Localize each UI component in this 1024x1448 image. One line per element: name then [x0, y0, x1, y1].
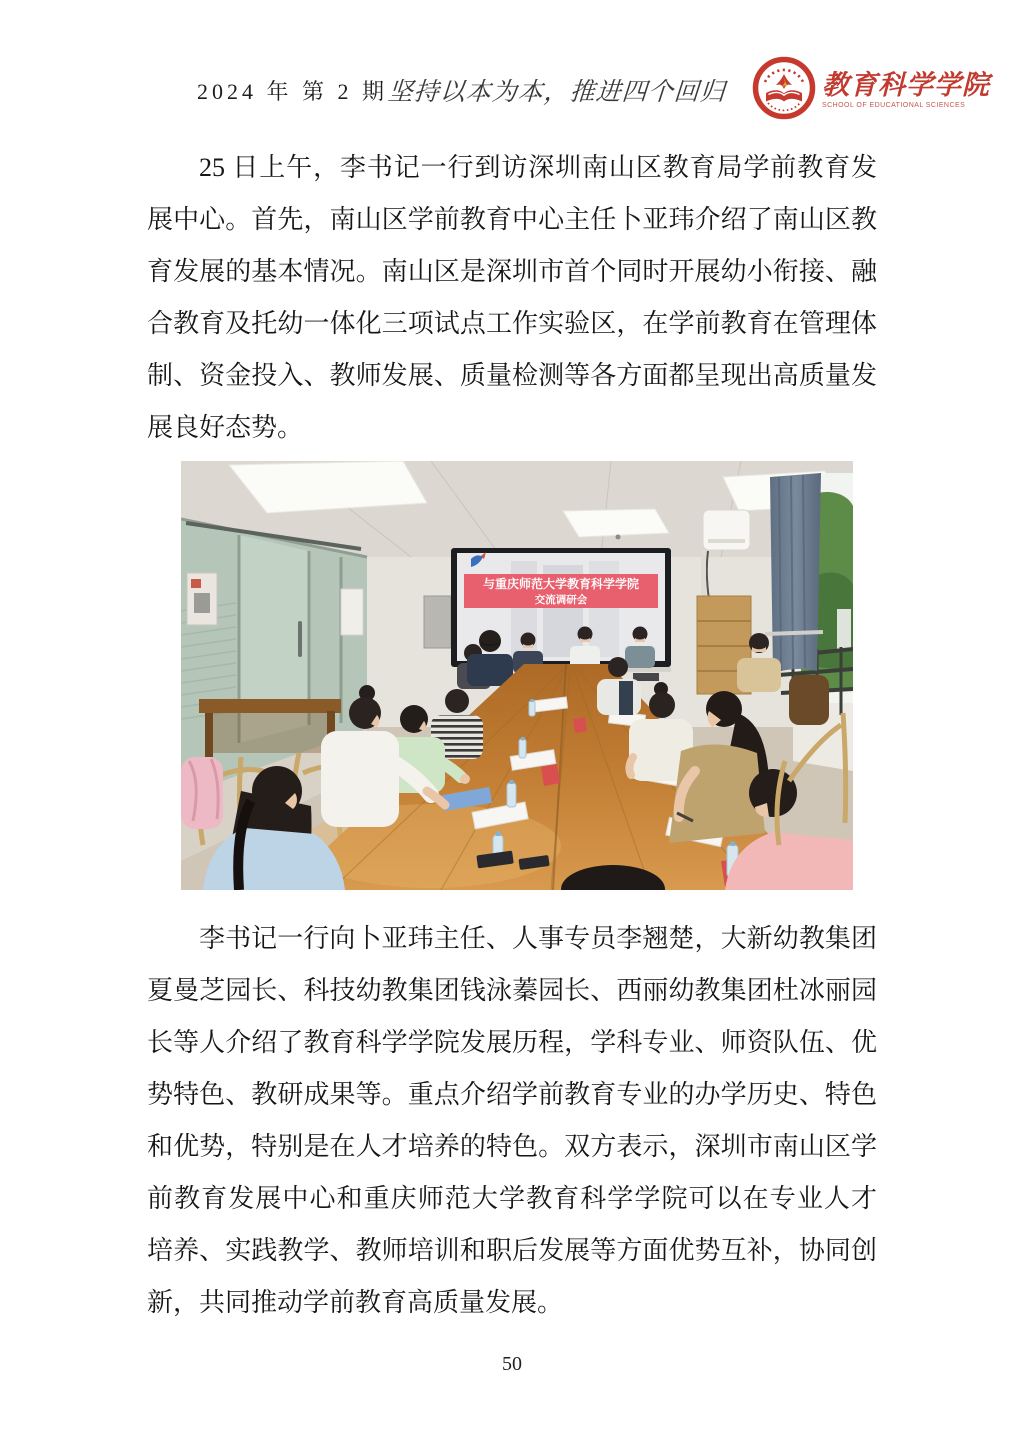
paragraph-line: 和优势，特别是在人才培养的特色。双方表示，深圳市南山区学: [147, 1132, 877, 1161]
paragraph-line: 培养、实践教学、教师培训和职后发展等方面优势互补，协同创: [147, 1236, 877, 1265]
paragraph-line: 合教育及托幼一体化三项试点工作实验区，在学前教育在管理体: [147, 309, 877, 338]
slide-title-line1: 与重庆师范大学教育科学学院: [482, 577, 640, 591]
meeting-photo: [181, 461, 853, 890]
school-name-english: SCHOOL OF EDUCATIONAL SCIENCES: [822, 101, 966, 109]
slide-title-line2: 交流调研会: [534, 594, 588, 606]
paragraph-line: 夏曼芝园长、科技幼教集团钱泳蓁园长、西丽幼教集团杜冰丽园: [147, 976, 877, 1005]
page-number: 50: [502, 1353, 522, 1375]
paragraph-line: 育发展的基本情况。南山区是深圳市首个同时开展幼小衔接、融: [147, 257, 877, 286]
smoke-detector: [616, 535, 621, 540]
door-handle: [298, 621, 302, 657]
paragraph-line: 展良好态势。: [147, 413, 304, 442]
article-body: [147, 142, 877, 1329]
paragraph-line: 新，共同推动学前教育高质量发展。: [147, 1288, 564, 1317]
issue-label: 2024 年 第 2 期: [197, 78, 389, 104]
header-motto: 坚持以本为本，推进四个回归: [386, 79, 727, 106]
paragraph-line: 前教育发展中心和重庆师范大学教育科学学院可以在专业人才: [147, 1184, 877, 1213]
air-conditioner: [703, 510, 750, 550]
paragraph-line: 展中心。首先，南山区学前教育中心主任卜亚玮介绍了南山区教: [147, 205, 877, 234]
paragraph-1: [147, 142, 877, 454]
paragraph-line: 25 日上午，李书记一行到访深圳南山区教育局学前教育发: [199, 153, 877, 182]
curtain: [770, 473, 821, 673]
school-logo: [752, 56, 990, 125]
paragraph-line: 制、资金投入、教师发展、质量检测等各方面都呈现出高质量发: [147, 361, 877, 390]
school-seal-icon: [752, 56, 816, 125]
paragraph-line: 长等人介绍了教育科学学院发展历程，学科专业、师资队伍、优: [147, 1028, 877, 1057]
school-name: 教育科学学院: [822, 69, 991, 100]
paragraph-2: [147, 913, 877, 1329]
meeting-photo-illustration: [181, 461, 853, 890]
page-header: [147, 55, 991, 125]
paragraph-line: 势特色、教研成果等。重点介绍学前教育专业的办学历史、特色: [147, 1080, 877, 1109]
paragraph-line: 李书记一行向卜亚玮主任、人事专员李翘楚，大新幼教集团: [199, 924, 877, 953]
school-logo-text: [822, 69, 991, 109]
